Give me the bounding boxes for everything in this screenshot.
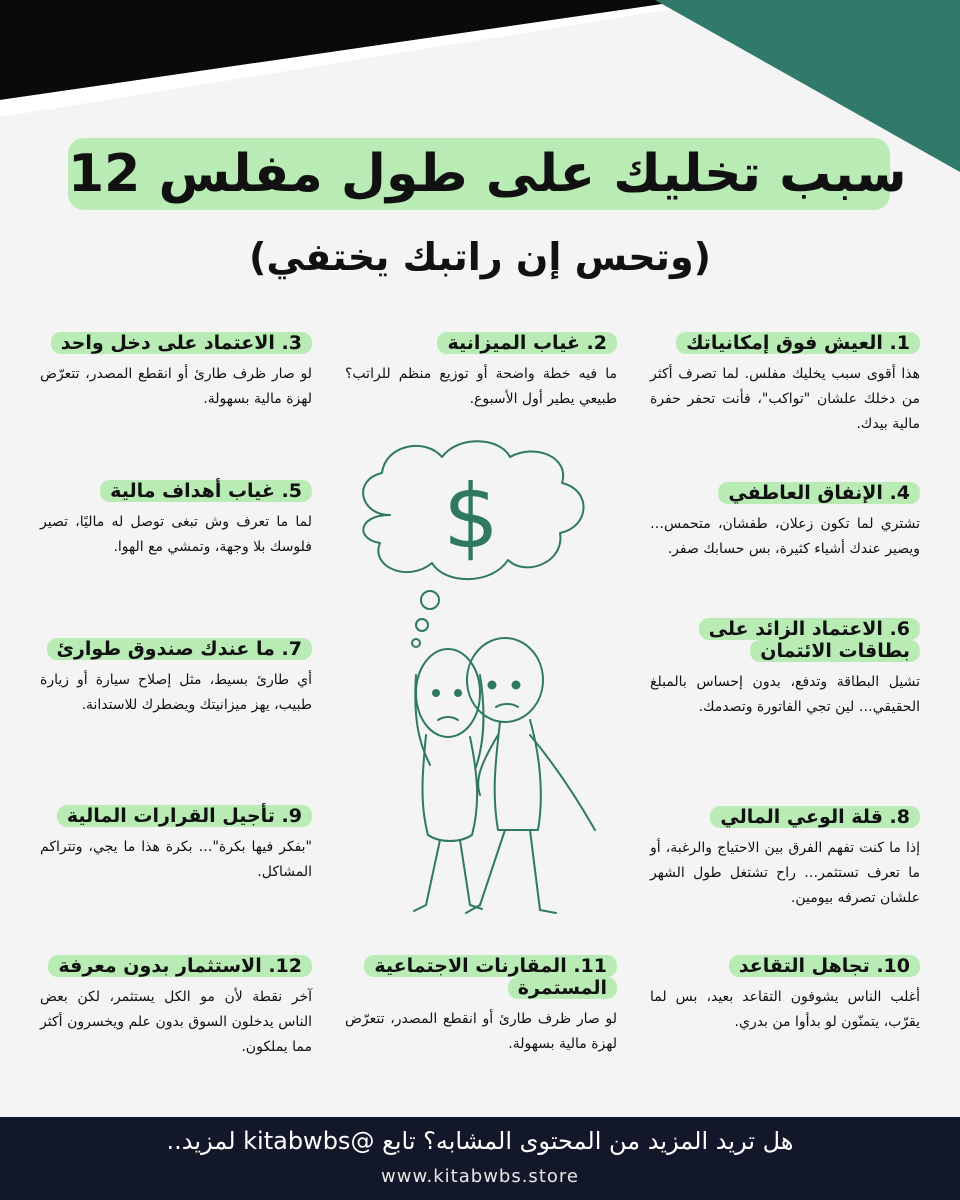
reason-title: 12. الاستثمار بدون معرفة [48, 955, 312, 977]
reason-title: 9. تأجيل القرارات المالية [57, 805, 312, 827]
reason-item [345, 332, 617, 412]
reason-text: إذا ما كنت تفهم الفرق بين الاحتياج والرغبة، أو ما تعرف تستثمر… راح تشتغل طول الشهر علشان تصرفه بيومين. [650, 840, 920, 906]
reason-text: أغلب الناس يشوفون التقاعد بعيد، بس لما يقرّب، يتمنّون لو بدأوا من بدري. [650, 989, 920, 1030]
reason-title: 10. تجاهل التقاعد [729, 955, 920, 977]
reason-text: هذا أقوى سبب يخليك مفلس. لما تصرف أكثر من دخلك علشان "تواكب"، فأنت تحفر حفرة مالية بيدك. [650, 366, 920, 432]
reason-text: تشتري لما تكون زعلان، طفشان، متحمس… ويصير عندك أشياء كثيرة، بس حسابك صفر. [650, 516, 920, 557]
dollar-icon: $ [443, 465, 499, 568]
reason-item [345, 955, 617, 1057]
reason-title: 8. قلة الوعي المالي [710, 806, 920, 828]
reason-text: "بفكر فيها بكرة"… بكرة هذا ما يجي، وتتراكم المشاكل. [40, 839, 312, 880]
reason-text: تشيل البطاقة وتدفع، بدون إحساس بالمبلغ الحقيقي… لين تجي الفاتورة وتصدمك. [650, 674, 920, 715]
main-title-box [68, 138, 907, 210]
reason-text: آخر نقطة لأن مو الكل يستثمر، لكن بعض الناس يدخلون السوق بدون علم ويخسرون أكثر مما يملكون. [40, 989, 312, 1055]
reason-item [650, 332, 920, 437]
reason-item [650, 955, 920, 1035]
reason-item [40, 638, 312, 718]
reason-item [650, 806, 920, 911]
reason-item [40, 955, 312, 1060]
reason-title: 4. الإنفاق العاطفي [718, 482, 920, 504]
reason-text: ما فيه خطة واضحة أو توزيع منظم للراتب؟ طبيعي يطير أول الأسبوع. [345, 366, 617, 407]
footer-bar [0, 1117, 960, 1200]
reason-item [40, 332, 312, 412]
main-title: 12 سبب تخليك على طول مفلس [68, 144, 907, 204]
reason-title: 11. المقارنات الاجتماعية المستمرة [364, 955, 617, 999]
reason-item [650, 482, 920, 562]
reason-title: 1. العيش فوق إمكانياتك [676, 332, 920, 354]
reason-title: 7. ما عندك صندوق طوارئ [47, 638, 313, 660]
reason-item [40, 480, 312, 560]
reason-title: 2. غياب الميزانية [437, 332, 617, 354]
reason-title: 5. غياب أهداف مالية [100, 480, 312, 502]
footer-cta: هل تريد المزيد من المحتوى المشابه؟ تابع @kitabwbs لمزيد.. [166, 1127, 794, 1155]
reason-text: لما ما تعرف وش تبغى توصل له ماليًا، تصير فلوسك بلا وجهة، وتمشي مع الهوا. [40, 514, 312, 555]
footer-url[interactable]: www.kitabwbs.store [381, 1166, 579, 1187]
reason-title: 3. الاعتماد على دخل واحد [51, 332, 312, 354]
reason-text: لو صار ظرف طارئ أو انقطع المصدر، تتعرّض لهزة مالية بسهولة. [40, 366, 312, 407]
subtitle: (وتحس إن راتبك يختفي) [249, 235, 711, 279]
sad-couple-with-money-thought-icon [330, 435, 630, 925]
reason-title: 6. الاعتماد الزائد على بطاقات الائتمان [699, 618, 920, 662]
reason-item [40, 805, 312, 885]
reason-text: لو صار ظرف طارئ أو انقطع المصدر، تتعرّض لهزة مالية بسهولة. [345, 1011, 617, 1052]
reason-item [650, 618, 920, 720]
reason-text: أي طارئ بسيط، مثل إصلاح سيارة أو زيارة طبيب، يهز ميزانيتك ويضطرك للاستدانة. [40, 672, 312, 713]
